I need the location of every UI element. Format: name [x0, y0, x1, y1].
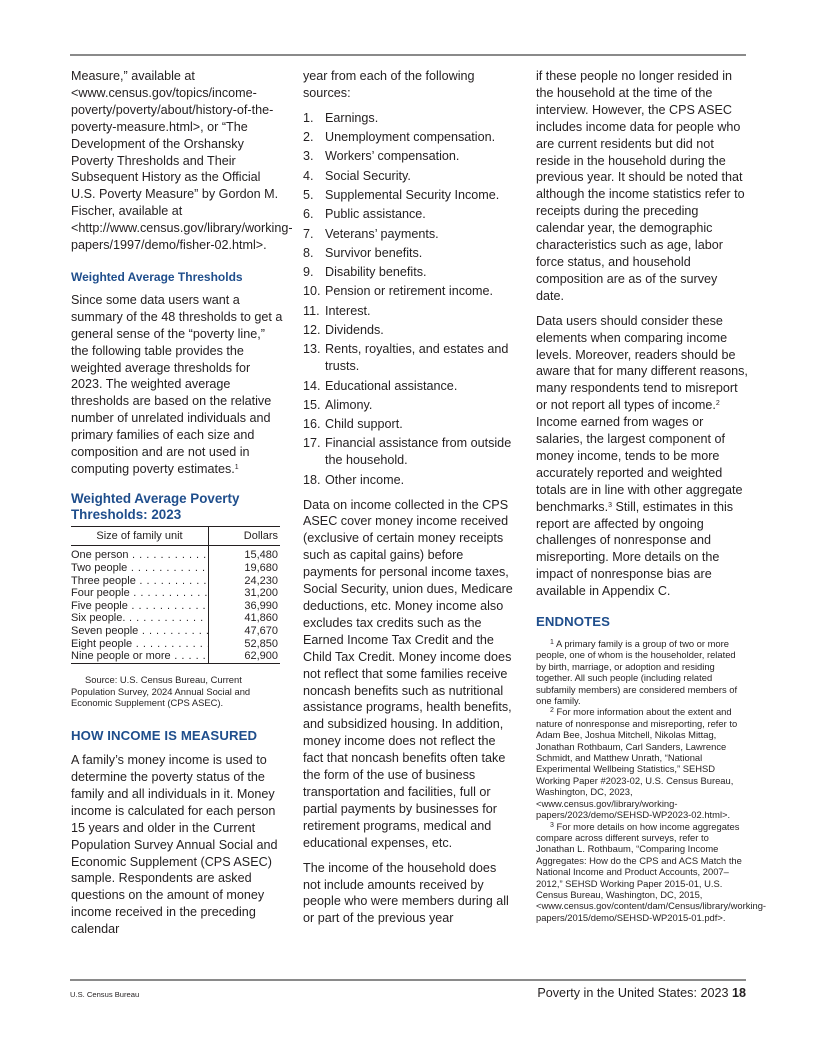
household-income-paragraph: The income of the household does not include amounts received by people who were members during all or part of the previous year — [303, 860, 509, 926]
page-number: 18 — [731, 986, 746, 1000]
list-item: 16. Child support. — [303, 417, 403, 432]
endnote-3: $^3$ For more details on how income aggregates compare across different surveys, refer to Jonathan L. Rothbaum, “Comparing Income Aggregates: How do the CPS and ACS Match the National Income and Product Accounts, 2007–2012,” SEHSD Working Paper 2015-01, U.S. Census Bureau, Washington, DC, 2015, <www.census.gov/content/dam/Census/library/working-papers/2015/demo/SEHSD-WP2015-01.pdf>. — [536, 820, 767, 923]
list-item: 3. Workers’ compensation. — [303, 149, 460, 164]
poverty-thresholds-table — [71, 526, 280, 664]
table-row: Eight people . . . 52,850 — [71, 638, 280, 651]
table-row: One person . . . 15,480 — [71, 546, 280, 562]
list-item: 14. Educational assistance. — [303, 378, 458, 393]
table-source-note: Source: U.S. Census Bureau, Current Population Survey, 2024 Annual Social and Economic Supplement (CPS ASEC). — [71, 673, 251, 709]
intro-paragraph: Measure,” available at <www.census.gov/topics/income-poverty/poverty/about/history-of-the-poverty-measure.html>, or “The Development of the Orshansky Poverty Thresholds and Their Subsequent History as the Official U.S. Poverty Measure” by Gordon M. Fischer, available at <http://www.census.gov/library/working-papers/1997/demo/fisher-02.html>. — [71, 69, 293, 253]
list-item: 9. Disability benefits. — [303, 265, 427, 280]
list-item: 17. Financial assistance from outside the household. — [303, 436, 512, 468]
list-item: 13. Rents, royalties, and estates and trusts. — [303, 342, 509, 374]
header-rule — [70, 54, 746, 56]
endnotes-heading: ENDNOTES — [536, 614, 611, 630]
footnote-ref-2[interactable]: 2 — [715, 400, 720, 408]
list-item: 4. Social Security. — [303, 168, 411, 183]
weighted-average-paragraph: Since some data users want a summary of the 48 thresholds to get a general sense of the “poverty line,” the following table provides the weighted average thresholds for 2023. The weighted average thresholds are based on the relative number of unrelated individuals and primary families of each size and composition and are not used in computing poverty estimates.$^1$ — [71, 292, 283, 476]
column-header-dollars: Dollars — [209, 526, 281, 546]
income-sources-list — [303, 110, 517, 489]
table-row: Two people . . . 19,680 — [71, 562, 280, 575]
table-row: Seven people . . . 47,670 — [71, 625, 280, 638]
footer-agency: U.S. Census Bureau — [70, 990, 140, 999]
table-title: Weighted Average Poverty Thresholds: 2023 — [71, 490, 240, 522]
footer-rule — [70, 979, 746, 981]
endnote-2: $^2$ For more information about the extent and nature of nonresponse and misreporting, refer to Adam Bee, Joshua Mitchell, Nikolas Mittag, Jonathan Rothbaum, Carl Sanders, Lawrence Schmidt, and Matthew Unrath, “National Experimental Wellbeing Statistics,” SEHSD Working Paper #2023-02, U.S. Census Bureau, Washington, DC, 2023, <www.census.gov/library/working-papers/2023/demo/SEHSD-WP2023-02.html>. — [536, 706, 738, 821]
list-item: 11. Interest. — [303, 303, 371, 318]
endnote-1: $^1$ A primary family is a group of two or more people, one of whom is the householder, related by birth, marriage, or adoption and residing together. All such people (including related subfamily members) are considered members of one family. — [536, 638, 738, 707]
list-item: 6. Public assistance. — [303, 207, 426, 222]
column-1 — [71, 68, 293, 946]
endnotes-list — [536, 638, 767, 923]
table-row: Six people. . . . 41,860 — [71, 612, 280, 625]
list-item: 12. Dividends. — [303, 323, 384, 338]
list-item: 15. Alimony. — [303, 397, 373, 412]
list-item: 2. Unemployment compensation. — [303, 130, 496, 145]
table-row: Five people . . . 36,990 — [71, 600, 280, 613]
list-item: 5. Supplemental Security Income. — [303, 188, 500, 202]
list-item: 8. Survivor benefits. — [303, 245, 423, 260]
table-row: Four people . . . 31,200 — [71, 587, 280, 600]
continuation-paragraph: if these people no longer resided in the household at the time of the interview. However, the CPS ASEC includes income data for people who are current residents but did not reside in the household during the previous year. It should be noted that although the income statistics refer to receipts during the preceding calendar year, the demographic characteristics such as age, labor force status, and household composition are as of the survey date. — [536, 69, 745, 303]
how-income-heading: HOW INCOME IS MEASURED — [71, 728, 258, 744]
table-row: Nine people or more . . . 62,900 — [71, 650, 280, 663]
column-3 — [536, 68, 767, 923]
list-item: 7. Veterans’ payments. — [303, 226, 439, 241]
column-header-size: Size of family unit — [71, 526, 209, 546]
income-paragraph: A family’s money income is used to determine the poverty status of the family and all individuals in it. Money income is calculated for each person 15 years and older in the Current Population Survey Annual Social and Economic Supplement (CPS ASEC) sample. Respondents are asked questions on the amount of money income received in the preceding calendar — [71, 753, 278, 937]
footnote-ref-1[interactable]: 1 — [234, 463, 239, 471]
data-users-paragraph: Data users should consider these elements when comparing income levels. Moreover, readers should be aware that for many different reasons, many respondents tend to misreport or not report all types of income.$^2$ Income earned from wages or salaries, the largest component of money income, tends to be more accurately reported and weighted totals are in line with other aggregate benchmarks.$^3$ Still, estimates in this report are affected by ongoing challenges of nonresponse and misreporting. More details on the impact of nonresponse bias are available in Appendix C. — [536, 313, 748, 599]
list-item: 1. Earnings. — [303, 110, 379, 125]
footnote-ref-3[interactable]: 3 — [608, 501, 613, 509]
list-item: 18. Other income. — [303, 472, 405, 487]
table-row: Three people . . . 24,230 — [71, 575, 280, 588]
weighted-average-heading: Weighted Average Thresholds — [71, 269, 243, 284]
footer-report-title: Poverty in the United States: 2023 18 — [537, 986, 746, 1000]
sources-lead: year from each of the following sources: — [303, 69, 475, 100]
column-2 — [303, 68, 517, 935]
list-item: 10. Pension or retirement income. — [303, 284, 493, 299]
data-on-income-paragraph: Data on income collected in the CPS ASEC cover money income received (exclusive of certain money receipts such as capital gains) before payments for personal income taxes, Social Security, union dues, Medicare deductions, etc. Money income also excludes tax credits such as the Earned Income Tax Credit and the Child Tax Credit. Money income does not reflect that some families receive noncash benefits such as nutritional assistance programs, health benefits, and subsidized housing. In addition, money income does not reflect the fact that noncash benefits often take the form of the use of business transportation and facilities, full or partial payments by businesses for retirement programs, medical and educational expenses, etc. — [303, 497, 513, 850]
